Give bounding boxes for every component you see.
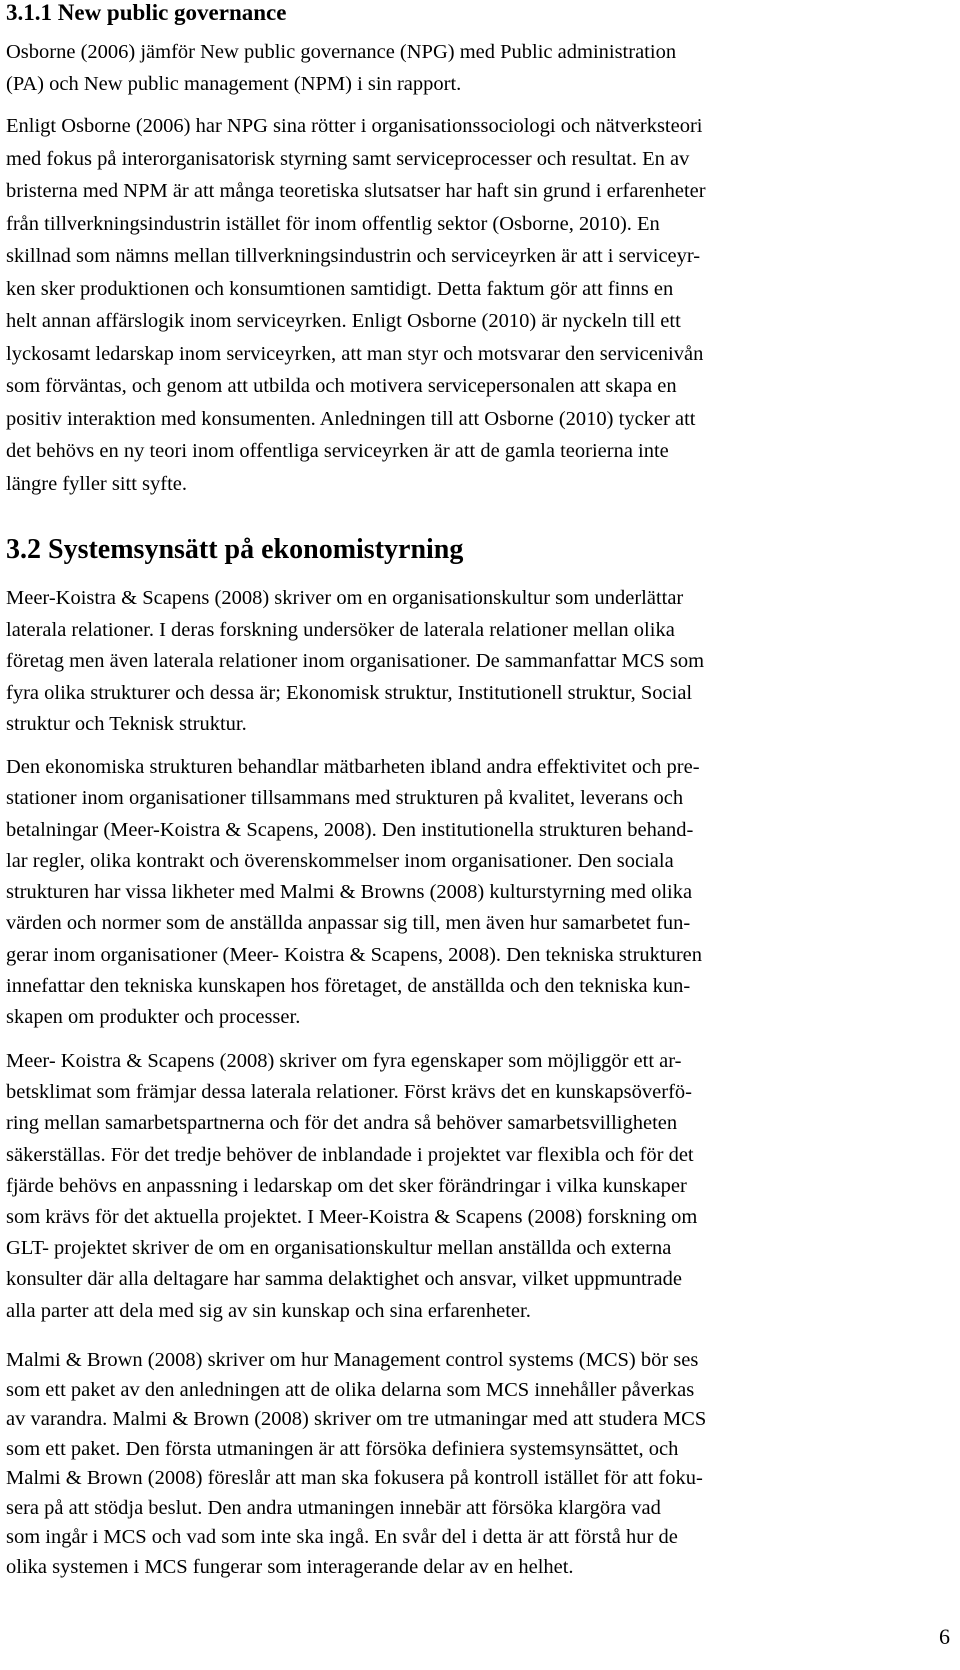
text-line: skillnad som nämns mellan tillverkningsindustrin och serviceyrken är att i serviceyr- — [6, 245, 701, 267]
text-line: fyra olika strukturer och dessa är; Ekonomisk struktur, Institutionell struktur, Social — [6, 681, 693, 704]
text-line: Osborne (2006) jämför New public governance (NPG) med Public administration — [6, 41, 677, 63]
text-line: lar regler, olika kontrakt och överenskommelser inom organisationer. Den sociala — [6, 849, 674, 872]
text-line: (PA) och New public management (NPM) i sin rapport. — [6, 72, 462, 95]
text-line: alla parter att dela med sig av sin kunskap och sina erfarenheter. — [6, 1299, 531, 1322]
text-line: som ett paket av den anledningen att de olika delarna som MCS innehåller påverkas — [6, 1378, 695, 1401]
page-number: 6 — [939, 1624, 950, 1649]
text-line: säkerställas. För det tredje behöver de inblandade i projektet var flexibla och för det — [6, 1143, 694, 1166]
paragraph-mcs-package — [6, 1346, 936, 1582]
paragraph-structures — [6, 752, 936, 1034]
text-line: gerar inom organisationer (Meer- Koistra & Scapens, 2008). Den tekniska strukturen — [6, 943, 703, 966]
text-line: innefattar den tekniska kunskapen hos företaget, de anställda och den tekniska kun- — [6, 975, 691, 998]
text-line: olika systemen i MCS fungerar som interagerande delar av en helhet. — [6, 1555, 574, 1578]
paragraph-npg-intro — [6, 37, 936, 100]
text-line: av varandra. Malmi & Brown (2008) skriver om tre utmaningar med att studera MCS — [6, 1408, 707, 1430]
text-line: som ingår i MCS och vad som inte ska ingå. En svår del i detta är att förstå hur de — [6, 1526, 678, 1548]
text-line: Meer-Koistra & Scapens (2008) skriver om en organisationskultur som underlättar — [6, 587, 684, 609]
paragraph-meer-koistra-intro — [6, 583, 936, 741]
text-line: konsulter där alla deltagare har samma delaktighet och ansvar, vilket uppmuntrade — [6, 1268, 682, 1291]
text-line: stationer inom organisationer tillsammans med strukturen på kvalitet, leverans och — [6, 787, 684, 810]
text-line: ken sker produktionen och konsumtionen samtidigt. Detta faktum gör att finns en — [6, 277, 674, 300]
text-line: ring mellan samarbetspartnerna och för det andra så behöver samarbetsvilligheten — [6, 1112, 678, 1135]
text-line: laterala relationer. I deras forskning undersöker de laterala relationer mellan olika — [6, 618, 675, 641]
text-line: med fokus på interorganisatorisk styrning samt serviceprocesser och resultat. En av — [6, 147, 690, 170]
text-line: Enligt Osborne (2006) har NPG sina rötter i organisationssociologi och nätverksteori — [6, 115, 703, 137]
text-line: värden och normer som de anställda anpassar sig till, men även hur samarbetet fun- — [6, 912, 691, 935]
text-line: struktur och Teknisk struktur. — [6, 713, 247, 735]
text-line: Malmi & Brown (2008) skriver om hur Management control systems (MCS) bör ses — [6, 1349, 699, 1371]
text-line: strukturen har vissa likheter med Malmi & Browns (2008) kulturstyrning med olika — [6, 881, 693, 904]
text-line: Den ekonomiska strukturen behandlar mätbarheten ibland andra effektivitet och pre- — [6, 756, 700, 778]
text-line: företag men även laterala relationer inom organisationer. De sammanfattar MCS som — [6, 650, 705, 672]
text-line: längre fyller sitt syfte. — [6, 472, 188, 495]
text-line: sera på att stödja beslut. Den andra utmaningen innebär att försöka klargöra vad — [6, 1496, 661, 1519]
text-line: som ett paket. Den första utmaningen är att försöka definiera systemsynsättet, och — [6, 1437, 679, 1460]
section-heading-3-2: 3.2 Systemsynsätt på ekonomistyrning — [6, 534, 464, 565]
text-line: Malmi & Brown (2008) föreslår att man ska fokusera på kontroll istället för att foku- — [6, 1467, 703, 1489]
section-heading-3-1-1: 3.1.1 New public governance — [6, 0, 287, 25]
text-line: skapen om produkter och processer. — [6, 1006, 301, 1029]
text-line: helt annan affärslogik inom serviceyrken. Enligt Osborne (2010) är nyckeln till ett — [6, 310, 681, 332]
text-line: det behövs en ny teori inom offentliga serviceyrken är att de gamla teorierna inte — [6, 440, 669, 462]
text-line: betsklimat som främjar dessa laterala relationer. Först krävs det en kunskapsöverfö- — [6, 1081, 692, 1104]
text-line: positiv interaktion med konsumenten. Anledningen till att Osborne (2010) tycker att — [6, 407, 696, 430]
text-line: lyckosamt ledarskap inom serviceyrken, att man styr och motsvarar den servicenivån — [6, 342, 704, 365]
paragraph-four-properties — [6, 1046, 936, 1327]
text-line: Meer- Koistra & Scapens (2008) skriver om fyra egenskaper som möjliggör ett ar- — [6, 1050, 682, 1072]
text-line: som förväntas, och genom att utbilda och motivera servicepersonalen att skapa en — [6, 375, 677, 397]
paragraph-npg-osborne — [6, 110, 936, 500]
text-line: fjärde behövs en anpassning i ledarskap om det sker förändringar i vilka kunskaper — [6, 1174, 687, 1197]
text-line: som krävs för det aktuella projektet. I Meer-Koistra & Scapens (2008) forskning om — [6, 1205, 698, 1228]
text-line: GLT- projektet skriver de om en organisationskultur mellan anställda och externa — [6, 1237, 672, 1260]
text-line: från tillverkningsindustrin istället för inom offentlig sektor (Osborne, 2010). En — [6, 212, 660, 235]
text-line: bristerna med NPM är att många teoretiska slutsatser har haft sin grund i erfarenheter — [6, 180, 706, 202]
text-line: betalningar (Meer-Koistra & Scapens, 2008). Den institutionella strukturen behand- — [6, 818, 694, 841]
